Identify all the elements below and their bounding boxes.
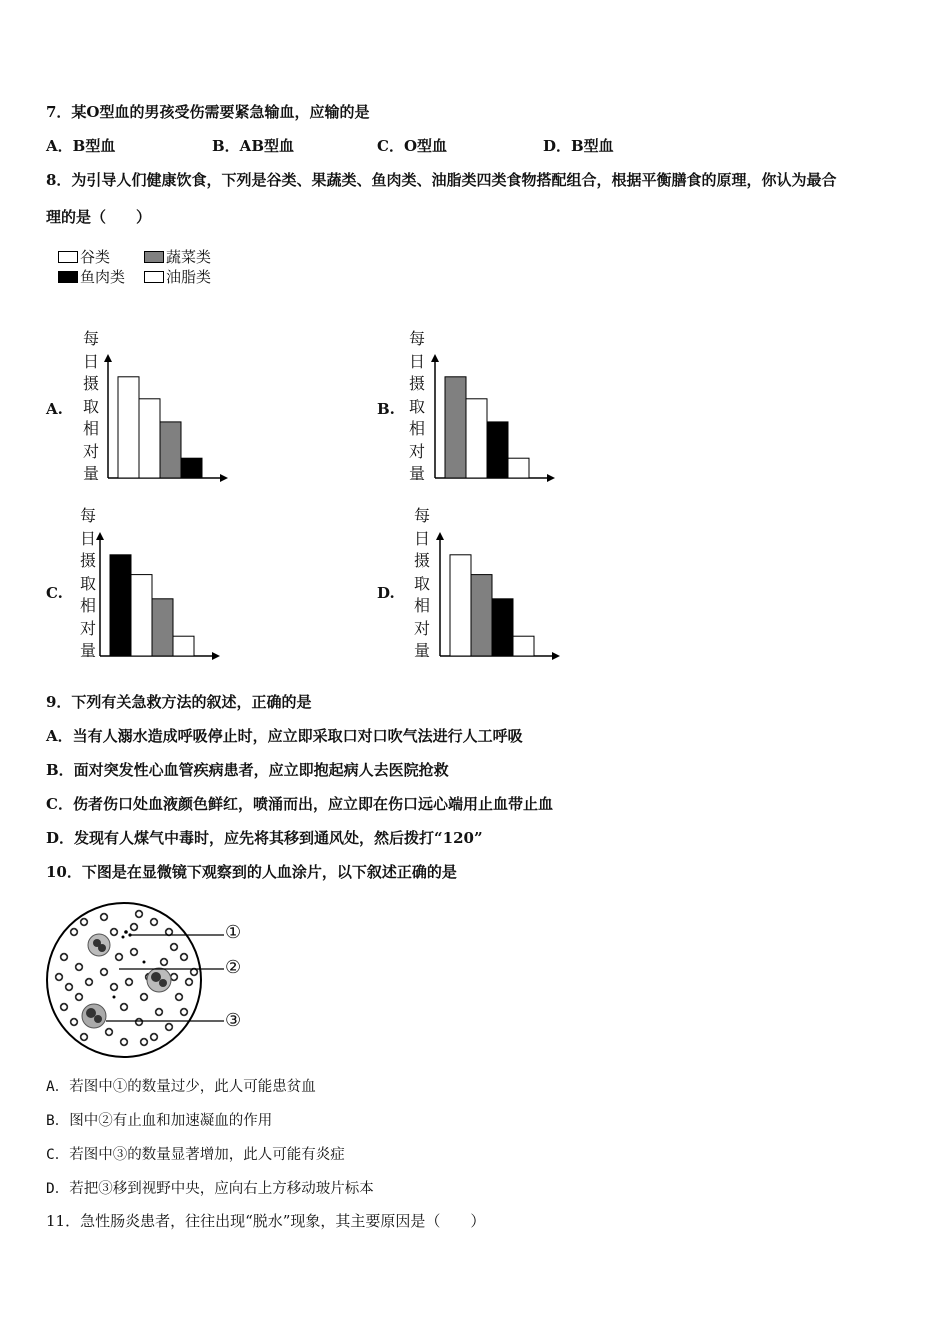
red-blood-cell: [80, 1033, 88, 1041]
red-blood-cell: [75, 993, 83, 1001]
red-blood-cell: [60, 953, 68, 961]
white-blood-cell-2: [147, 968, 171, 992]
bar-蔬菜类: [152, 599, 173, 656]
red-blood-cell: [180, 1008, 188, 1016]
red-blood-cell: [175, 993, 183, 1001]
blood-smear-figure: [44, 902, 254, 1066]
bar-油脂类: [181, 458, 202, 478]
red-blood-cell: [110, 983, 118, 991]
y-axis-arrow: [104, 354, 112, 362]
q10-option-a[interactable]: A．若图中①的数量过少，此人可能患贫血: [46, 1079, 316, 1095]
red-blood-cell: [120, 1003, 128, 1011]
red-blood-cell: [70, 928, 78, 936]
x-axis-arrow: [552, 652, 560, 660]
red-blood-cell: [165, 1023, 173, 1031]
bar-蔬菜类: [471, 575, 492, 656]
q9-option-d[interactable]: D．发现有人煤气中毒时，应先将其移到通风处，然后拨打“120”: [46, 829, 483, 847]
legend-item-oil: 油脂类: [144, 266, 211, 287]
marker-2: ②: [225, 957, 242, 978]
q8-stem-line2: 理的是（ ）: [46, 208, 152, 226]
legend-item-meat: 鱼肉类: [58, 266, 125, 287]
bar-油脂类: [508, 458, 529, 478]
red-blood-cell: [180, 953, 188, 961]
red-blood-cell: [155, 1008, 163, 1016]
y-axis-arrow: [96, 532, 104, 540]
white-blood-cell: [88, 934, 110, 956]
bar-谷类: [466, 399, 487, 478]
red-blood-cell: [130, 923, 138, 931]
bar-鱼肉类: [487, 422, 508, 478]
bar-蔬菜类: [445, 377, 466, 478]
red-blood-cell: [130, 948, 138, 956]
y-axis-arrow: [431, 354, 439, 362]
chart-c: [92, 530, 227, 666]
q7-option-c[interactable]: C．O型血: [377, 137, 448, 155]
red-blood-cell: [135, 910, 143, 918]
red-blood-cell: [75, 963, 83, 971]
marker-1: ①: [225, 922, 242, 943]
red-blood-cell: [65, 983, 73, 991]
legend-item-vegetable: 蔬菜类: [144, 246, 211, 267]
red-blood-cell: [125, 978, 133, 986]
legend-swatch-vegetable: [144, 251, 164, 263]
q9-option-c[interactable]: C．伤者伤口处血液颜色鲜红，喷涌而出，应立即在伤口远心端用止血带止血: [46, 795, 553, 813]
chart-a: [100, 352, 235, 488]
legend-swatch-oil: [144, 271, 164, 283]
bar-蔬菜类: [139, 399, 160, 478]
legend-swatch-grain: [58, 251, 78, 263]
red-blood-cell: [185, 978, 193, 986]
x-axis-arrow: [220, 474, 228, 482]
red-blood-cell: [55, 973, 63, 981]
chart-b: [427, 352, 562, 488]
red-blood-cell: [160, 958, 168, 966]
bar-油脂类: [173, 636, 194, 656]
q7-option-a[interactable]: A．B型血: [46, 137, 116, 155]
microscope-field: [47, 903, 201, 1057]
bar-谷类: [131, 575, 152, 656]
red-blood-cell: [100, 968, 108, 976]
x-axis-arrow: [547, 474, 555, 482]
red-blood-cell: [140, 1038, 148, 1046]
chart-c-ylabel: 每 日 摄 取 相 对 量: [79, 506, 96, 660]
q9-option-a[interactable]: A．当有人溺水造成呼吸停止时，应立即采取口对口吹气法进行人工呼吸: [46, 727, 523, 745]
red-blood-cell: [100, 913, 108, 921]
q9-stem: 9．下列有关急救方法的叙述，正确的是: [46, 693, 312, 711]
chart-c-label[interactable]: C.: [46, 584, 63, 602]
bar-油脂类: [513, 636, 534, 656]
q7-stem: 7．某O型血的男孩受伤需要紧急输血，应输的是: [46, 103, 370, 121]
bar-鱼肉类: [110, 555, 131, 656]
red-blood-cell: [110, 928, 118, 936]
q7-option-b[interactable]: B．AB型血: [212, 137, 294, 155]
legend-swatch-meat: [58, 271, 78, 283]
red-blood-cell: [150, 1033, 158, 1041]
bar-鱼肉类: [492, 599, 513, 656]
legend-item-grain: 谷类: [58, 246, 110, 267]
white-blood-cell-3: [82, 1004, 106, 1028]
x-axis-arrow: [212, 652, 220, 660]
red-blood-cell: [135, 1018, 143, 1026]
q10-option-c[interactable]: C．若图中③的数量显著增加，此人可能有炎症: [46, 1147, 345, 1163]
red-blood-cell: [150, 918, 158, 926]
q10-option-b[interactable]: B．图中②有止血和加速凝血的作用: [46, 1113, 273, 1129]
chart-d: [432, 530, 567, 666]
red-blood-cell: [80, 918, 88, 926]
red-blood-cell: [60, 1003, 68, 1011]
chart-a-label[interactable]: A.: [46, 400, 63, 418]
red-blood-cell: [120, 1038, 128, 1046]
red-blood-cell: [140, 993, 148, 1001]
marker-3: ③: [225, 1010, 242, 1031]
red-blood-cell: [170, 943, 178, 951]
red-blood-cell: [70, 1018, 78, 1026]
red-blood-cell: [115, 953, 123, 961]
chart-d-ylabel: 每 日 摄 取 相 对 量: [413, 506, 430, 660]
chart-d-label[interactable]: D.: [377, 584, 395, 602]
q7-option-d[interactable]: D．B型血: [543, 137, 614, 155]
red-blood-cell: [85, 978, 93, 986]
q8-stem-line1: 8．为引导人们健康饮食，下列是谷类、果蔬类、鱼肉类、油脂类四类食物搭配组合，根据平衡膳食的原理，你认为最合: [46, 171, 837, 189]
chart-b-ylabel: 每 日 摄 取 相 对 量: [408, 329, 425, 483]
bar-谷类: [118, 377, 139, 478]
chart-a-ylabel: 每 日 摄 取 相 对 量: [82, 329, 99, 483]
q9-option-b[interactable]: B．面对突发性心血管疾病患者，应立即抱起病人去医院抢救: [46, 761, 449, 779]
y-axis-arrow: [436, 532, 444, 540]
bar-谷类: [450, 555, 471, 656]
q11-stem: 11．急性肠炎患者，往往出现“脱水”现象，其主要原因是（ ）: [46, 1212, 486, 1230]
q10-stem: 10．下图是在显微镜下观察到的人血涂片，以下叙述正确的是: [46, 863, 457, 881]
bar-鱼肉类: [160, 422, 181, 478]
blood-smear-svg: [44, 902, 254, 1062]
red-blood-cell: [105, 1028, 113, 1036]
q10-option-d[interactable]: D．若把③移到视野中央，应向右上方移动玻片标本: [46, 1181, 374, 1197]
chart-b-label[interactable]: B.: [377, 400, 395, 418]
